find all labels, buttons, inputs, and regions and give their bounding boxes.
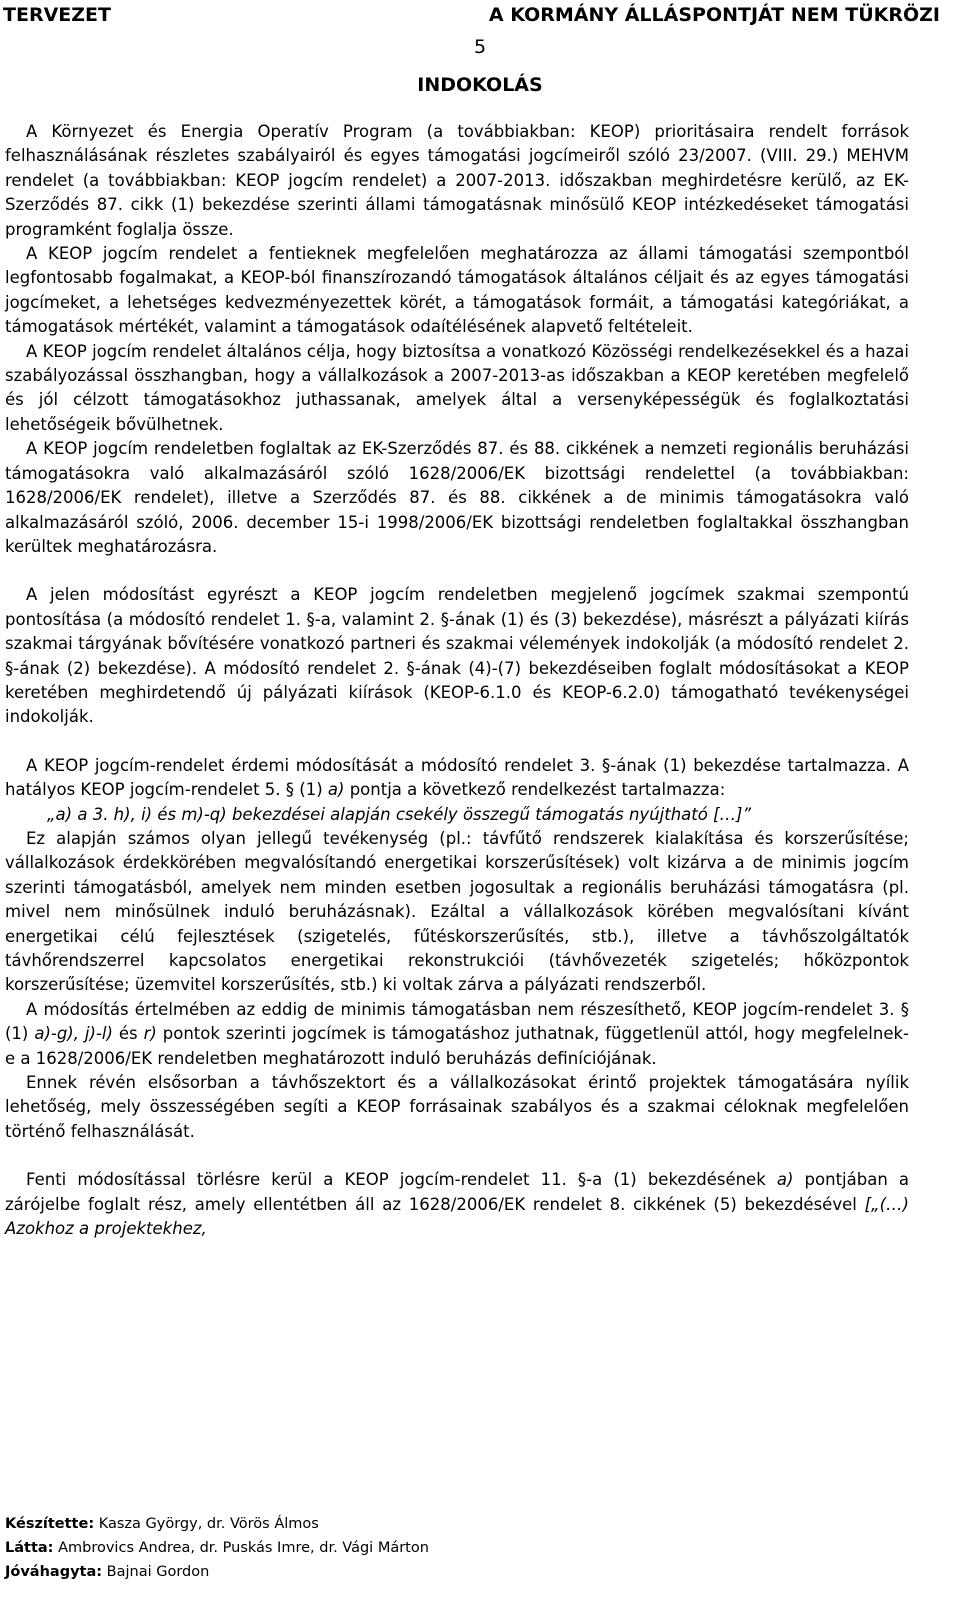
paragraph-8 [5,998,909,1071]
paragraph-6-italic: a) [327,780,345,800]
header-draft-label: TERVEZET [3,4,111,26]
footer-approved-value: Bajnai Gordon [102,1564,210,1580]
paragraph-5: A jelen módosítást egyrészt a KEOP jogcím rendeletben megjelenő jogcímek szakmai szempontú pontosítása (a módosító rendelet 1. §-a, valamint 2. §-ának (1) és (3) bekezdése), másrészt a pályázati kiírás szakmai tárgyának bővítésére vonatkozó partneri és szakmai vélemények indokolják (a módosító rendelet 2. §-ának (2) bekezdése). A módosító rendelet 2. §-ának (4)-(7) bekezdéseiben foglalt módosításokat a KEOP keretében meghirdetendő új pályázati kiírások (KEOP-6.1.0 és KEOP-6.2.0) támogatható tevékenységei indokolják. [5,585,909,727]
paragraph-4: A KEOP jogcím rendeletben foglaltak az EK-Szerződés 87. és 88. cikkének a nemzeti regionális beruházási támogatásokra való alkalmazásáról szóló 1628/2006/EK bizottsági rendelettel (a továbbiakban: 1628/2006/EK rendelet), illetve a Szerződés 87. és 88. cikkének a de minimis támogatásokra való alkalmazásáról szóló, 2006. december 15-i 1998/2006/EK bizottsági rendeletben foglaltakkal összhangban kerültek meghatározásra. [5,439,909,556]
paragraph-10-text-c: pontjában a zárójelbe foglalt rész, amely ellentétben áll az 1628/2006/EK rendelet 8. cikkének (5) bekezdésével [5,1170,909,1214]
paragraph-10 [5,1168,909,1241]
paragraph-9: Ennek révén elsősorban a távhőszektort és a vállalkozásokat érintő projektek támogatására nyílik lehetőség, mely összességében segíti a KEOP forrásainak szabályos és a szakmai céloknak megfelelően történő felhasználását. [5,1073,909,1141]
paragraph-1: A Környezet és Energia Operatív Program (a továbbiakban: KEOP) prioritásaira rendelt források felhasználásának részletes szabályairól és egyes támogatási jogcímeiről szóló 23/2007. (VIII. 29.) MEHVM rendelet (a továbbiakban: KEOP jogcím rendelet) a 2007-2013. időszakban meghirdetésre kerülő, az EK-Szerződés 87. cikk (1) bekezdése szerinti állami támogatásnak minősülő KEOP intézkedéseket támogatási programként foglalja össze. [5,122,909,239]
footer-seen-label: Látta: [5,1540,54,1556]
footer-prepared-value: Kasza György, dr. Vörös Álmos [94,1516,319,1532]
paragraph-8-text-e: pontok szerinti jogcímek is támogatáshoz juthatnak, függetlenül attól, hogy megfelelnek-e a 1628/2006/EK rendeletben meghatározott induló beruházás definíciójának. [5,1024,909,1068]
footer-seen [5,1536,429,1560]
paragraph-10-text-a: Fenti módosítással törlésre kerül a KEOP jogcím-rendelet 11. §-a (1) bekezdésének [26,1170,777,1190]
paragraph-6-text-c: pontja a következő rendelkezést tartalmazza: [344,780,726,800]
paragraph-2: A KEOP jogcím rendelet a fentieknek megfelelően meghatározza az állami támogatási szempontból legfontosabb fogalmakat, a KEOP-ból finanszírozandó támogatások általános céljait és az egyes támogatási jogcímeket, a lehetséges kedvezményezettek körét, a támogatások formáit, a támogatási kategóriákat, a támogatások mértékét, valamint a támogatások odaítélésének alapvető feltételeit. [5,244,909,337]
paragraph-3: A KEOP jogcím rendelet általános célja, hogy biztosítsa a vonatkozó Közösségi rendelkezésekkel és a hazai szabályozással összhangban, hogy a vállalkozások a 2007-2013-as időszakban a KEOP keretében megfelelő és jól célzott támogatásokhoz juthassanak, amelyek által a versenyképességük és foglalkoztatási lehetőségeik bővülhetnek. [5,341,909,434]
paragraph-6-text-a: A KEOP jogcím-rendelet érdemi módosítását a módosító rendelet 3. §-ának (1) bekezdése tartalmazza. A hatályos KEOP jogcím-rendelet 5. § (1) [5,755,909,800]
paragraph-8-italic-d: r) [143,1024,157,1044]
paragraph-8-text-a: A módosítás értelmében az eddig de minimis támogatásban nem részesíthető, KEOP jogcím-rendelet 3. § (1) [5,999,909,1044]
footer-prepared-label: Készítette: [5,1516,95,1532]
quoted-provision: „a) a 3. h), i) és m)-q) bekezdései alapján csekély összegű támogatás nyújtható […]” [47,804,752,824]
page-number: 5 [473,36,487,58]
paragraph-8-italic-b: a)-g), j)-l) [34,1024,113,1044]
paragraph-6 [5,754,909,803]
footer-prepared [5,1512,429,1536]
paragraph-7: Ez alapján számos olyan jellegű tevékenység (pl.: távfűtő rendszerek kialakítása és korszerűsítése; vállalkozások érdekkörében megvalósítandó energetikai korszerűsítések) volt kizárva a de minimis jogcím szerinti támogatásból, amelyek nem minden esetben jogosultak a regionális beruházási támogatásra (pl. mivel nem minősülnek induló beruházásnak). Ezáltal a vállalkozások körében megvalósítani kívánt energetikai célú fejlesztések (szigetelés, fűtéskorszerűsítés, stb.), illetve a távhőszolgáltatók távhőrendszerrel kapcsolatos energetikai rekonstrukciói (távhővezeték szigetelés; hőközpontok korszerűsítése; üzemvitel korszerűsítés, stb.) ki voltak zárva a pályázati rendszerből. [5,828,909,995]
header-disclaimer: A KORMÁNY ÁLLÁSPONTJÁT NEM TÜKRÖZI [488,4,940,26]
paragraph-10-italic-d: [„(…) Azokhoz a projektekhez, [5,1194,909,1239]
document-title: INDOKOLÁS [417,74,543,96]
paragraph-8-text-c: és [112,1024,144,1044]
footer-approved [5,1560,429,1584]
document-body [5,120,909,1241]
paragraph-10-italic-b: a) [776,1170,794,1190]
footer-seen-value: Ambrovics Andrea, dr. Puskás Imre, dr. Vági Márton [53,1540,429,1556]
document-footer [5,1512,429,1584]
footer-approved-label: Jóváhagyta: [5,1564,103,1580]
